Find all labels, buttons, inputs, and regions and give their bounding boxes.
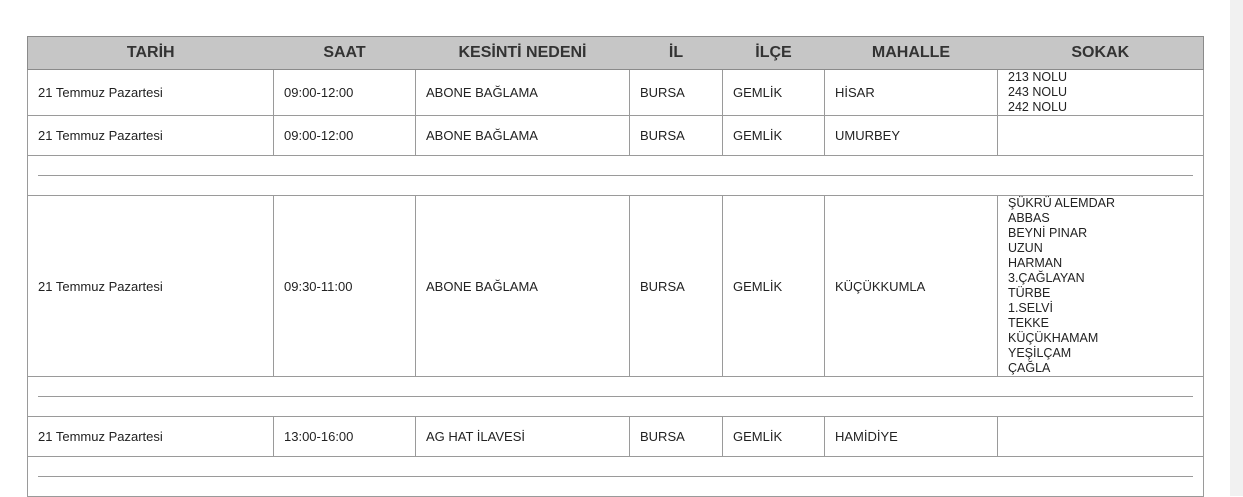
header-kesinti-nedeni: KESİNTİ NEDENİ bbox=[416, 37, 630, 70]
sokak-item: ABBAS bbox=[1008, 211, 1050, 225]
separator-row bbox=[28, 457, 1204, 497]
cell-ilce: GEMLİK bbox=[723, 417, 825, 457]
cell-saat: 09:00-12:00 bbox=[274, 116, 416, 156]
cell-sokak bbox=[998, 70, 1204, 116]
cell-mahalle: KÜÇÜKKUMLA bbox=[825, 196, 998, 377]
cell-il: BURSA bbox=[630, 196, 723, 377]
sokak-item: 3.ÇAĞLAYAN bbox=[1008, 271, 1085, 285]
header-il: İL bbox=[630, 37, 723, 70]
cell-neden: ABONE BAĞLAMA bbox=[416, 70, 630, 116]
table-row bbox=[28, 417, 1204, 457]
header-saat: SAAT bbox=[274, 37, 416, 70]
separator-line bbox=[38, 175, 1193, 176]
table-row bbox=[28, 70, 1204, 116]
cell-mahalle: HİSAR bbox=[825, 70, 998, 116]
sokak-item: 243 NOLU bbox=[1008, 85, 1068, 99]
cell-sokak bbox=[998, 196, 1204, 377]
sokak-item: 213 NOLU bbox=[1008, 70, 1068, 84]
cell-ilce: GEMLİK bbox=[723, 196, 825, 377]
header-sokak: SOKAK bbox=[998, 37, 1204, 70]
separator-row bbox=[28, 377, 1204, 417]
cell-il: BURSA bbox=[630, 116, 723, 156]
cell-tarih: 21 Temmuz Pazartesi bbox=[28, 417, 274, 457]
sokak-item: YEŞİLÇAM bbox=[1008, 346, 1072, 360]
cell-il: BURSA bbox=[630, 417, 723, 457]
header-ilce: İLÇE bbox=[723, 37, 825, 70]
sokak-item: TEKKE bbox=[1008, 316, 1049, 330]
cell-ilce: GEMLİK bbox=[723, 116, 825, 156]
sokak-item: ŞÜKRÜ ALEMDAR bbox=[1008, 196, 1115, 210]
sokak-item: ÇAĞLA bbox=[1008, 361, 1051, 375]
separator-line bbox=[38, 476, 1193, 477]
separator-cell bbox=[28, 457, 1204, 497]
table-row bbox=[28, 116, 1204, 156]
cell-mahalle: HAMİDİYE bbox=[825, 417, 998, 457]
sokak-item: HARMAN bbox=[1008, 256, 1063, 270]
cell-saat: 09:00-12:00 bbox=[274, 70, 416, 116]
header-mahalle: MAHALLE bbox=[825, 37, 998, 70]
table-row bbox=[28, 196, 1204, 377]
cell-sokak bbox=[998, 417, 1204, 457]
sokak-item: BEYNİ PINAR bbox=[1008, 226, 1088, 240]
sokak-item: 242 NOLU bbox=[1008, 100, 1068, 114]
header-tarih: TARİH bbox=[28, 37, 274, 70]
sokak-item: KÜÇÜKHAMAM bbox=[1008, 331, 1099, 345]
outage-table bbox=[27, 36, 1204, 497]
sokak-item: 1.SELVİ bbox=[1008, 301, 1053, 315]
table-header-row bbox=[28, 37, 1204, 70]
sokak-item: UZUN bbox=[1008, 241, 1043, 255]
cell-mahalle: UMURBEY bbox=[825, 116, 998, 156]
cell-neden: AG HAT İLAVESİ bbox=[416, 417, 630, 457]
separator-row bbox=[28, 156, 1204, 196]
cell-tarih: 21 Temmuz Pazartesi bbox=[28, 116, 274, 156]
separator-line bbox=[38, 396, 1193, 397]
outage-table-container bbox=[27, 36, 1203, 497]
cell-tarih: 21 Temmuz Pazartesi bbox=[28, 70, 274, 116]
separator-cell bbox=[28, 156, 1204, 196]
cell-sokak bbox=[998, 116, 1204, 156]
scrollbar-track[interactable] bbox=[1230, 0, 1243, 496]
cell-saat: 13:00-16:00 bbox=[274, 417, 416, 457]
cell-tarih: 21 Temmuz Pazartesi bbox=[28, 196, 274, 377]
separator-cell bbox=[28, 377, 1204, 417]
cell-ilce: GEMLİK bbox=[723, 70, 825, 116]
cell-il: BURSA bbox=[630, 70, 723, 116]
cell-neden: ABONE BAĞLAMA bbox=[416, 196, 630, 377]
cell-neden: ABONE BAĞLAMA bbox=[416, 116, 630, 156]
cell-saat: 09:30-11:00 bbox=[274, 196, 416, 377]
sokak-item: TÜRBE bbox=[1008, 286, 1051, 300]
